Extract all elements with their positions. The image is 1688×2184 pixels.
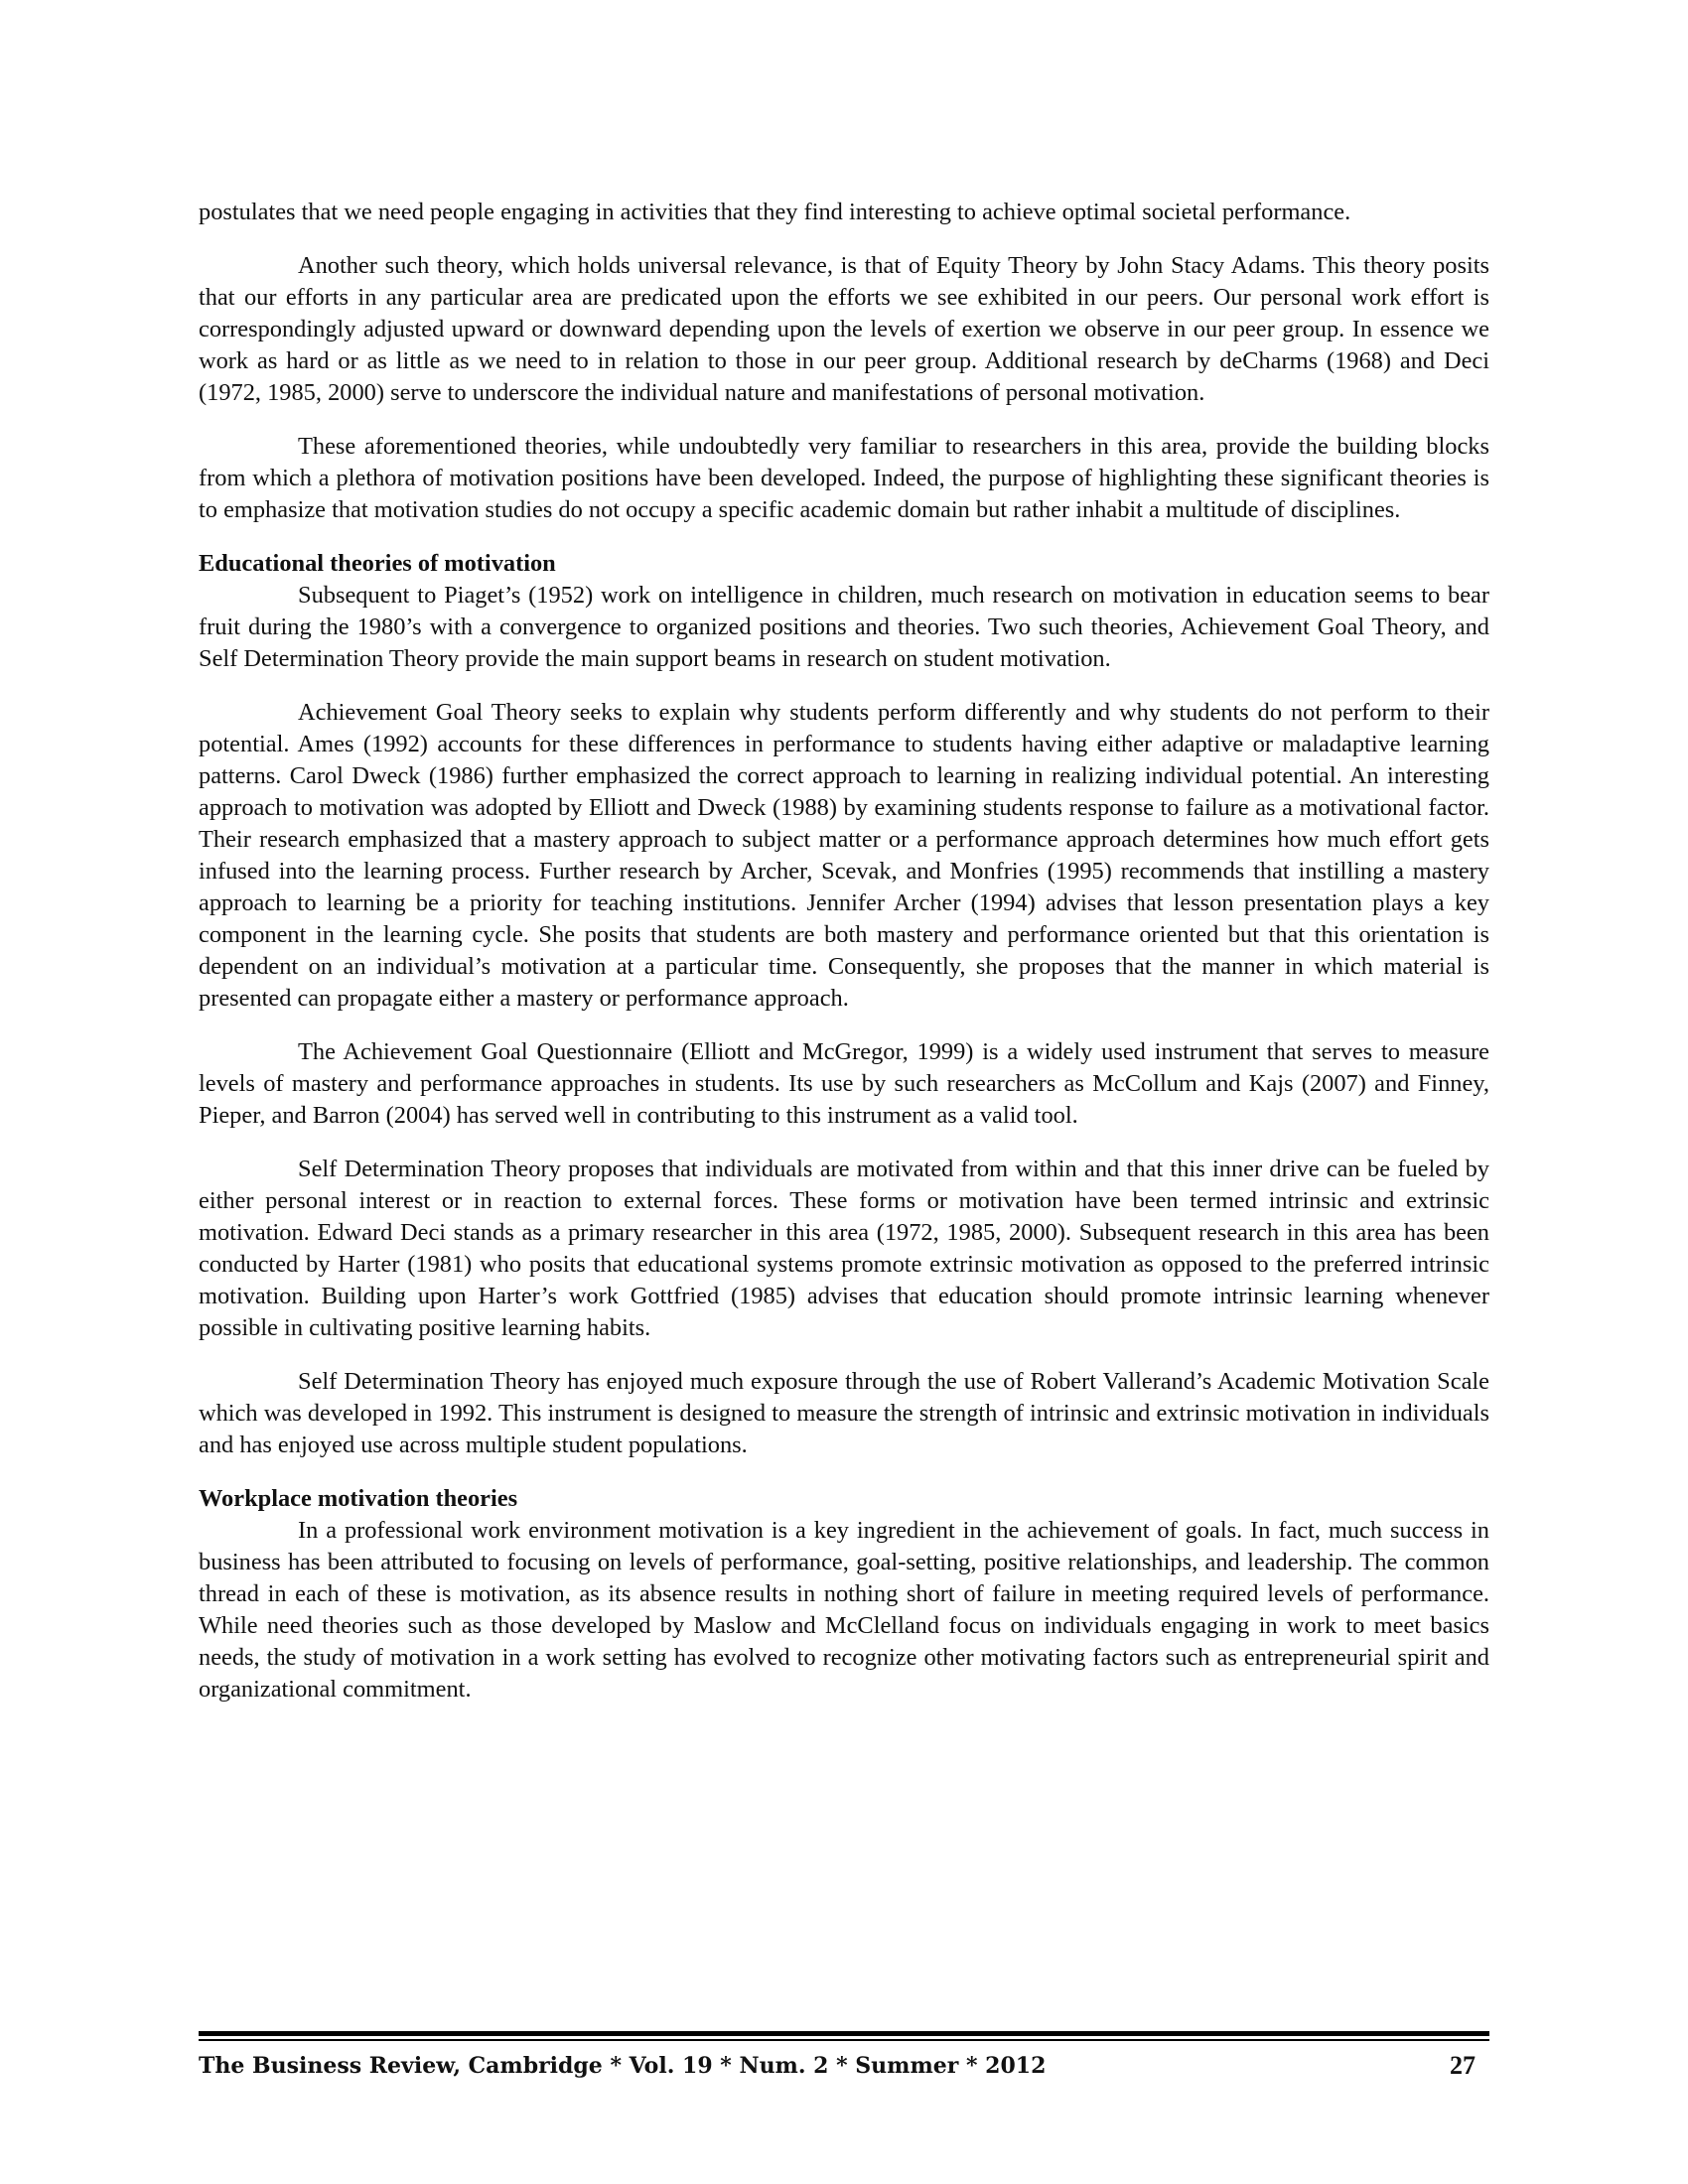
footer-rule-thin xyxy=(199,2039,1489,2041)
article-body xyxy=(199,197,1489,1727)
page-footer xyxy=(199,2048,1489,2084)
section-heading-workplace: Workplace motivation theories xyxy=(199,1485,518,1512)
section-educational-theories xyxy=(199,548,1489,1461)
paragraph-achievement-goal-theory: Achievement Goal Theory seeks to explain why students perform differently and why students do not perform to their potential. Ames (1992) accounts for these differences in performance to students having either adaptive or maladaptive learning patterns. Carol Dweck (1986) further emphasized the correct approach to learning in realizing individual potential. An interesting approach to motivation was adopted by Elliott and Dweck (1988) by examining students response to failure as a motivational factor. Their research emphasized that a mastery approach to subject matter or a performance approach determines how much effort gets infused into the learning process. Further research by Archer, Scevak, and Monfries (1995) recommends that instilling a mastery approach to learning be a priority for teaching institutions. Jennifer Archer (1994) advises that lesson presentation plays a key component in the learning cycle. She posits that students are both mastery and performance oriented but that this orientation is dependent on an individual’s motivation at a particular time. Consequently, she proposes that the manner in which material is presented can propagate either a mastery or performance approach. xyxy=(199,699,1489,1012)
paragraph-self-determination: Self Determination Theory proposes that individuals are motivated from within and that this inner drive can be fueled by either personal interest or in reaction to external forces. These forms or motivation have been termed intrinsic and extrinsic motivation. Edward Deci stands as a primary researcher in this area (1972, 1985, 2000). Subsequent research in this area has been conducted by Harter (1981) who posits that educational systems promote extrinsic motivation as opposed to the preferred intrinsic motivation. Building upon Harter’s work Gottfried (1985) advises that education should promote intrinsic learning whenever possible in cultivating positive learning habits. xyxy=(199,1156,1489,1341)
section-workplace-theories xyxy=(199,1483,1489,1706)
paragraph-goal-questionnaire: The Achievement Goal Questionnaire (Elliott and McGregor, 1999) is a widely used instrument that serves to measure levels of mastery and performance approaches in students. Its use by such researchers as McCollum and Kajs (2007) and Finney, Pieper, and Barron (2004) has served well in contributing to this instrument as a valid tool. xyxy=(199,1038,1489,1129)
paragraph-building-blocks: These aforementioned theories, while undoubtedly very familiar to researchers in this area, provide the building blocks from which a plethora of motivation positions have been developed. Indeed, the purpose of highlighting these significant theories is to emphasize that motivation studies do not occupy a specific academic domain but rather inhabit a multitude of disciplines. xyxy=(199,433,1489,523)
section-heading-educational: Educational theories of motivation xyxy=(199,550,556,577)
paragraph-continued: postulates that we need people engaging in activities that they find interesting to achieve optimal societal performance. xyxy=(199,199,1351,225)
page-number: 27 xyxy=(1450,2051,1476,2080)
paragraph-workplace-motivation: In a professional work environment motivation is a key ingredient in the achievement of goals. In fact, much success in business has been attributed to focusing on levels of performance, goal-setting, positive relationships, and leadership. The common thread in each of these is motivation, as its absence results in nothing short of failure in meeting required levels of performance. While need theories such as those developed by Maslow and McClelland focus on individuals engaging in work to meet basics needs, the study of motivation in a work setting has evolved to recognize other motivating factors such as entrepreneurial spirit and organizational commitment. xyxy=(199,1517,1489,1703)
footer-rule-thick xyxy=(199,2031,1489,2036)
paragraph-piaget: Subsequent to Piaget’s (1952) work on intelligence in children, much research on motivation in education seems to bear fruit during the 1980’s with a convergence to organized positions and theories. Two such theories, Achievement Goal Theory, and Self Determination Theory provide the main support beams in research on student motivation. xyxy=(199,582,1489,672)
paragraph-motivation-scale: Self Determination Theory has enjoyed much exposure through the use of Robert Vallerand’s Academic Motivation Scale which was developed in 1992. This instrument is designed to measure the strength of intrinsic and extrinsic motivation in individuals and has enjoyed use across multiple student populations. xyxy=(199,1368,1489,1458)
paragraph-equity-theory: Another such theory, which holds universal relevance, is that of Equity Theory by John Stacy Adams. This theory posits that our efforts in any particular area are predicated upon the efforts we see exhibited in our peers. Our personal work effort is correspondingly adjusted upward or downward depending upon the levels of exertion we observe in our peer group. In essence we work as hard or as little as we need to in relation to those in our peer group. Additional research by deCharms (1968) and Deci (1972, 1985, 2000) serve to underscore the individual nature and manifestations of personal motivation. xyxy=(199,252,1489,406)
journal-citation: The Business Review, Cambridge * Vol. 19 * Num. 2 * Summer * 2012 xyxy=(199,2053,1047,2079)
